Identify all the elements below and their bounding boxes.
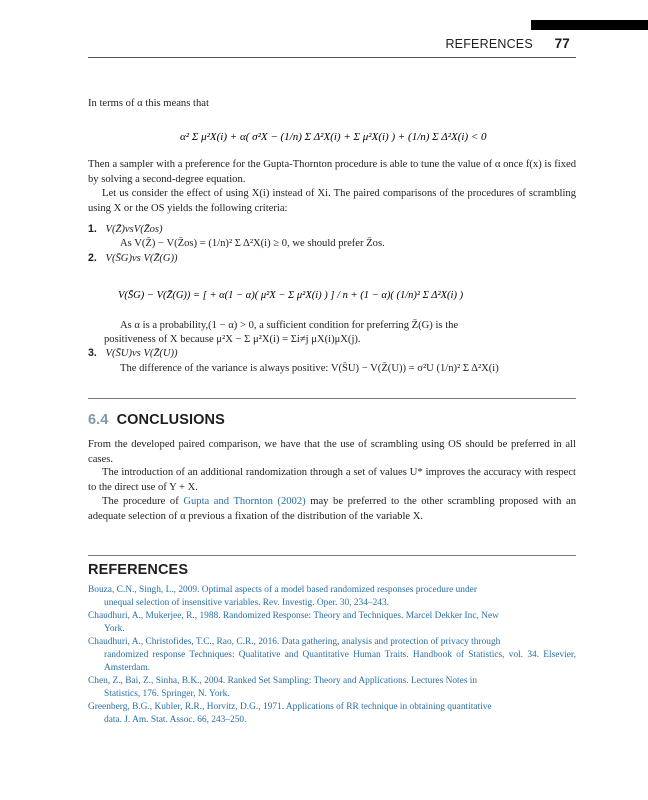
criterion-3-label: V(S̄U)vs V(Z̄(U)): [105, 348, 178, 359]
reference-item-rest: York.: [104, 624, 125, 634]
criterion-2: [88, 251, 178, 266]
paragraph-1: Then a sampler with a preference for the Gupta-Thornton procedure is able to tune the value of α once f(x) is fixed by solving a second-degree equation.: [88, 159, 576, 185]
criterion-3-number: 3.: [88, 347, 97, 359]
section-number: 6.4: [88, 412, 109, 428]
reference-item-first: Greenberg, B.G., Kubler, R.R., Horvitz, D.G., 1971. Applications of RR technique in obtaining quantitative: [88, 702, 492, 712]
references-rule: [88, 555, 576, 556]
conclusion-paragraph-3-pre: The procedure of: [102, 496, 184, 507]
running-header: [0, 36, 570, 51]
criterion-1: [88, 222, 163, 237]
reference-item-rest: unequal selection of insensitive variables. Rev. Investig. Oper. 30, 234–243.: [104, 598, 390, 608]
header-rule: [88, 57, 576, 58]
header-black-bar: [531, 20, 648, 30]
citation-link[interactable]: Gupta and Thornton (2002): [183, 496, 306, 507]
criterion-2-label: V(S̄G)vs V(Z̄(G)): [105, 253, 178, 264]
equation-2: [118, 272, 558, 316]
criterion-2-number: 2.: [88, 252, 97, 264]
reference-item[interactable]: [88, 701, 576, 727]
page-number: 77: [554, 36, 570, 51]
conclusion-paragraph-3-post: may be preferred to the other scrambling proposed with an adequate selection of α previous a fixation of the distribution of the variable X.: [88, 496, 576, 522]
references-heading: REFERENCES: [88, 562, 189, 578]
conclusion-paragraph-2: The introduction of an additional randomization through a set of values U* improves the accuracy with respect to the direct use of Y + X.: [88, 467, 576, 493]
running-title: REFERENCES: [445, 37, 533, 51]
reference-item[interactable]: [88, 584, 576, 610]
reference-item-first: Chaudhuri, A., Mukerjee, R., 1988. Randomized Response: Theory and Techniques. Marcel Dekker Inc, New: [88, 611, 499, 621]
equation-1: [180, 118, 510, 154]
reference-item-first: Chen, Z., Bai, Z., Sinha, B.K., 2004. Ranked Set Sampling: Theory and Applications. Lectures Notes in: [88, 676, 478, 686]
criterion-3-detail: The difference of the variance is always positive: V(S̄U) − V(Z̄(U)) = σ²U (1/n)² Σ Δ²X(i): [120, 363, 499, 374]
reference-item-rest: randomized response Techniques: Qualitative and Quantitative Human Traits. Handbook of Statistics, vol. 34. Elsevier, Amsterdam.: [104, 650, 576, 673]
intro-text: In terms of α this means that: [88, 98, 209, 109]
reference-item[interactable]: [88, 636, 576, 675]
reference-item-rest: data. J. Am. Stat. Assoc. 66, 243–250.: [104, 715, 247, 725]
section-title: CONCLUSIONS: [116, 412, 225, 428]
equation-2-text: V(S̄G) − V(Z̄(G)) = [ + α(1 − α)( μ²X − Σ μ²X(i) ) ] / n + (1 − α)( (1/n)² Σ Δ²X(i) ): [118, 290, 464, 301]
paragraph-2: Let us consider the effect of using X(i) instead of Xi. The paired comparisons of the procedures of scrambling using X or the OS yields the following criteria:: [88, 188, 576, 214]
criterion-1-detail: As V(Z̄) − V(Z̄os) = (1/n)² Σ Δ²X(i) ≥ 0, we should prefer Z̄os.: [120, 238, 385, 249]
criterion-1-label: V(Z̄)vsV(Z̄os): [105, 224, 163, 235]
criterion-2-note-2: positiveness of X because μ²X − Σ μ²X(i) = Σi≠j μX(i)μX(j).: [104, 334, 361, 345]
conclusion-paragraph-1: From the developed paired comparison, we have that the use of scrambling using OS should be preferred in all cases.: [88, 439, 576, 465]
section-rule: [88, 398, 576, 399]
criterion-3: [88, 346, 178, 361]
criterion-2-note-1: As α is a probability,(1 − α) > 0, a sufficient condition for preferring Z̄(G) is the: [120, 320, 459, 331]
equation-1-text: α² Σ μ²X(i) + α( σ²X − (1/n) Σ Δ²X(i) + Σ μ²X(i) ) + (1/n) Σ Δ²X(i) < 0: [180, 131, 487, 143]
reference-item[interactable]: [88, 675, 576, 701]
reference-item-first: Bouza, C.N., Singh, L., 2009. Optimal aspects of a model based randomized responses procedure under: [88, 585, 477, 595]
conclusion-paragraph-3: [88, 494, 576, 524]
criterion-1-number: 1.: [88, 223, 97, 235]
section-heading: [88, 412, 225, 428]
reference-item-rest: Statistics, 176. Springer, N. York.: [104, 689, 230, 699]
reference-item[interactable]: [88, 610, 576, 636]
reference-item-first: Chaudhuri, A., Christofides, T.C., Rao, C.R., 2016. Data gathering, analysis and protection of privacy through: [88, 637, 501, 647]
